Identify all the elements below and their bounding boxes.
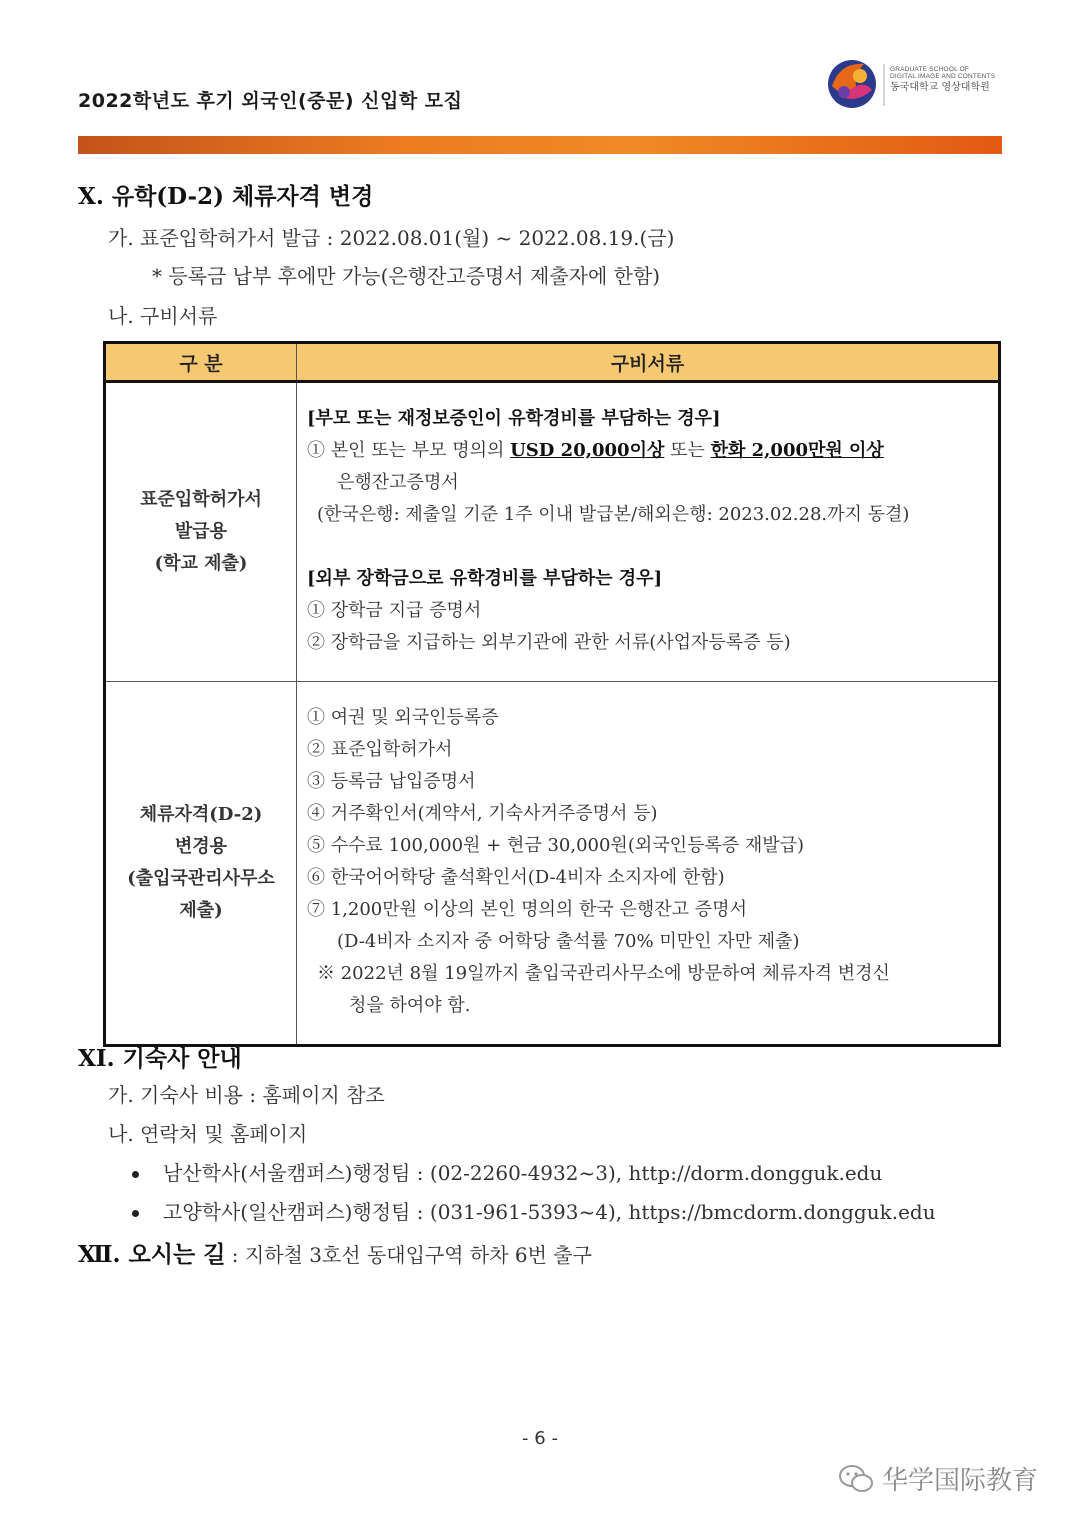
dorm-contact-text: 남산학사(서울캠퍼스)행정팀 : (02-2260-4932~3), http://dorm.dongguk.edu <box>163 1161 883 1185</box>
bullet-icon <box>132 1210 139 1217</box>
section-10-item-na: 나. 구비서류 <box>108 304 218 328</box>
watermark <box>838 1460 1038 1497</box>
page-number: - 6 - <box>522 1428 558 1449</box>
case1-krw-amount: 한화 2,000만원 이상 <box>710 440 884 461</box>
section-12 <box>78 1236 592 1269</box>
logo-line-1: GRADUATE SCHOOL OF <box>890 66 970 73</box>
row2-item: ③ 등록금 납입증명서 <box>307 771 476 792</box>
row2-item: ① 여권 및 외국인등록증 <box>307 707 499 728</box>
section-10-heading: Ⅹ. 유학(D-2) 체류자격 변경 <box>78 183 374 210</box>
table-header-category: 구 분 <box>105 343 297 382</box>
case1-title: [부모 또는 재정보증인이 유학경비를 부담하는 경우] <box>307 408 721 429</box>
row1-category-line: 표준입학허가서 <box>140 489 262 510</box>
row1-documents <box>297 382 1000 682</box>
dorm-contact-namsan <box>132 1157 882 1186</box>
bullet-icon <box>132 1171 139 1178</box>
row1-category-line: 발급용 <box>174 521 228 542</box>
case1-item1-connector: 또는 <box>664 440 711 461</box>
section-11-item-ga: 가. 기숙사 비용 : 홈페이지 참조 <box>108 1083 385 1107</box>
row2-note-line2: 청을 하여야 함. <box>349 995 471 1016</box>
row1-category <box>105 382 297 682</box>
case1-usd-amount: USD 20,000이상 <box>510 440 665 461</box>
header-divider-bar <box>78 136 1002 154</box>
section-12-heading: Ⅻ. 오시는 길 <box>78 1241 226 1268</box>
case2-item: ① 장학금 지급 증명서 <box>307 600 482 621</box>
row2-item: ② 표준입학허가서 <box>307 739 453 760</box>
table-header-row <box>105 343 1000 382</box>
dorm-contact-text: 고양학사(일산캠퍼스)행정팀 : (031-961-5393~4), https://bmcdorm.dongguk.edu <box>163 1200 936 1224</box>
row2-item: ⑦ 1,200만원 이상의 본인 명의의 한국 은행잔고 증명서 <box>307 899 747 920</box>
case1-item1-text: ① 본인 또는 부모 명의의 <box>307 440 511 461</box>
page-header-title: 2022학년도 후기 외국인(중문) 신입학 모집 <box>78 90 463 112</box>
wechat-icon <box>838 1464 874 1494</box>
section-10-note: * 등록금 납부 후에만 가능(은행잔고증명서 제출자에 한함) <box>152 264 661 288</box>
row2-item: ⑥ 한국어어학당 출석확인서(D-4비자 소지자에 한함) <box>307 867 725 888</box>
logo-caption <box>890 66 1006 93</box>
case1-item1 <box>307 435 986 467</box>
watermark-text: 华学国际教育 <box>882 1466 1039 1496</box>
spacer <box>307 531 986 563</box>
row2-item7-cont: (D-4비자 소지자 중 어학당 출석률 70% 미만인 자만 제출) <box>337 931 800 952</box>
required-documents-table <box>103 341 1001 1047</box>
row1-category-line: (학교 제출) <box>154 553 248 574</box>
row2-category <box>105 682 297 1046</box>
logo-line-3: 동국대학교 영상대학원 <box>890 82 990 94</box>
section-11-heading: XI. 기숙사 안내 <box>78 1045 242 1072</box>
dorm-contact-goyang <box>132 1196 936 1225</box>
row2-category-line: (출입국관리사무소 <box>127 868 275 889</box>
case1-item1-note: (한국은행: 제출일 기준 1주 이내 발급본/해외은행: 2023.02.28.까지 동결) <box>317 504 910 525</box>
row2-category-line: 변경용 <box>174 836 228 857</box>
logo-line-2: DIGITAL IMAGE AND CONTENTS <box>890 73 996 81</box>
table-row <box>105 382 1000 682</box>
row2-note-line1: ※ 2022년 8월 19일까지 출입국관리사무소에 방문하여 체류자격 변경신 <box>317 963 890 984</box>
case2-item: ② 장학금을 지급하는 외부기관에 관한 서류(사업자등록증 등) <box>307 632 791 653</box>
case2-title: [외부 장학금으로 유학경비를 부담하는 경우] <box>307 568 663 589</box>
row2-category-line: 제출) <box>179 900 223 921</box>
row2-category-line: 체류자격(D-2) <box>139 804 263 825</box>
section-12-directions: : 지하철 3호선 동대입구역 하차 6번 출구 <box>225 1243 592 1267</box>
section-10-item-ga: 가. 표준입학허가서 발급 : 2022.08.01(월) ~ 2022.08.19.(금) <box>108 226 675 250</box>
table-row <box>105 682 1000 1046</box>
case1-item1-cont: 은행잔고증명서 <box>337 472 459 493</box>
row2-item: ⑤ 수수료 100,000원 + 현금 30,000원(외국인등록증 재발급) <box>307 835 805 856</box>
table-header-documents: 구비서류 <box>297 343 1000 382</box>
row2-documents <box>297 682 1000 1046</box>
row2-item: ④ 거주확인서(계약서, 기숙사거주증명서 등) <box>307 803 658 824</box>
section-11-item-na: 나. 연락처 및 홈페이지 <box>108 1122 308 1146</box>
